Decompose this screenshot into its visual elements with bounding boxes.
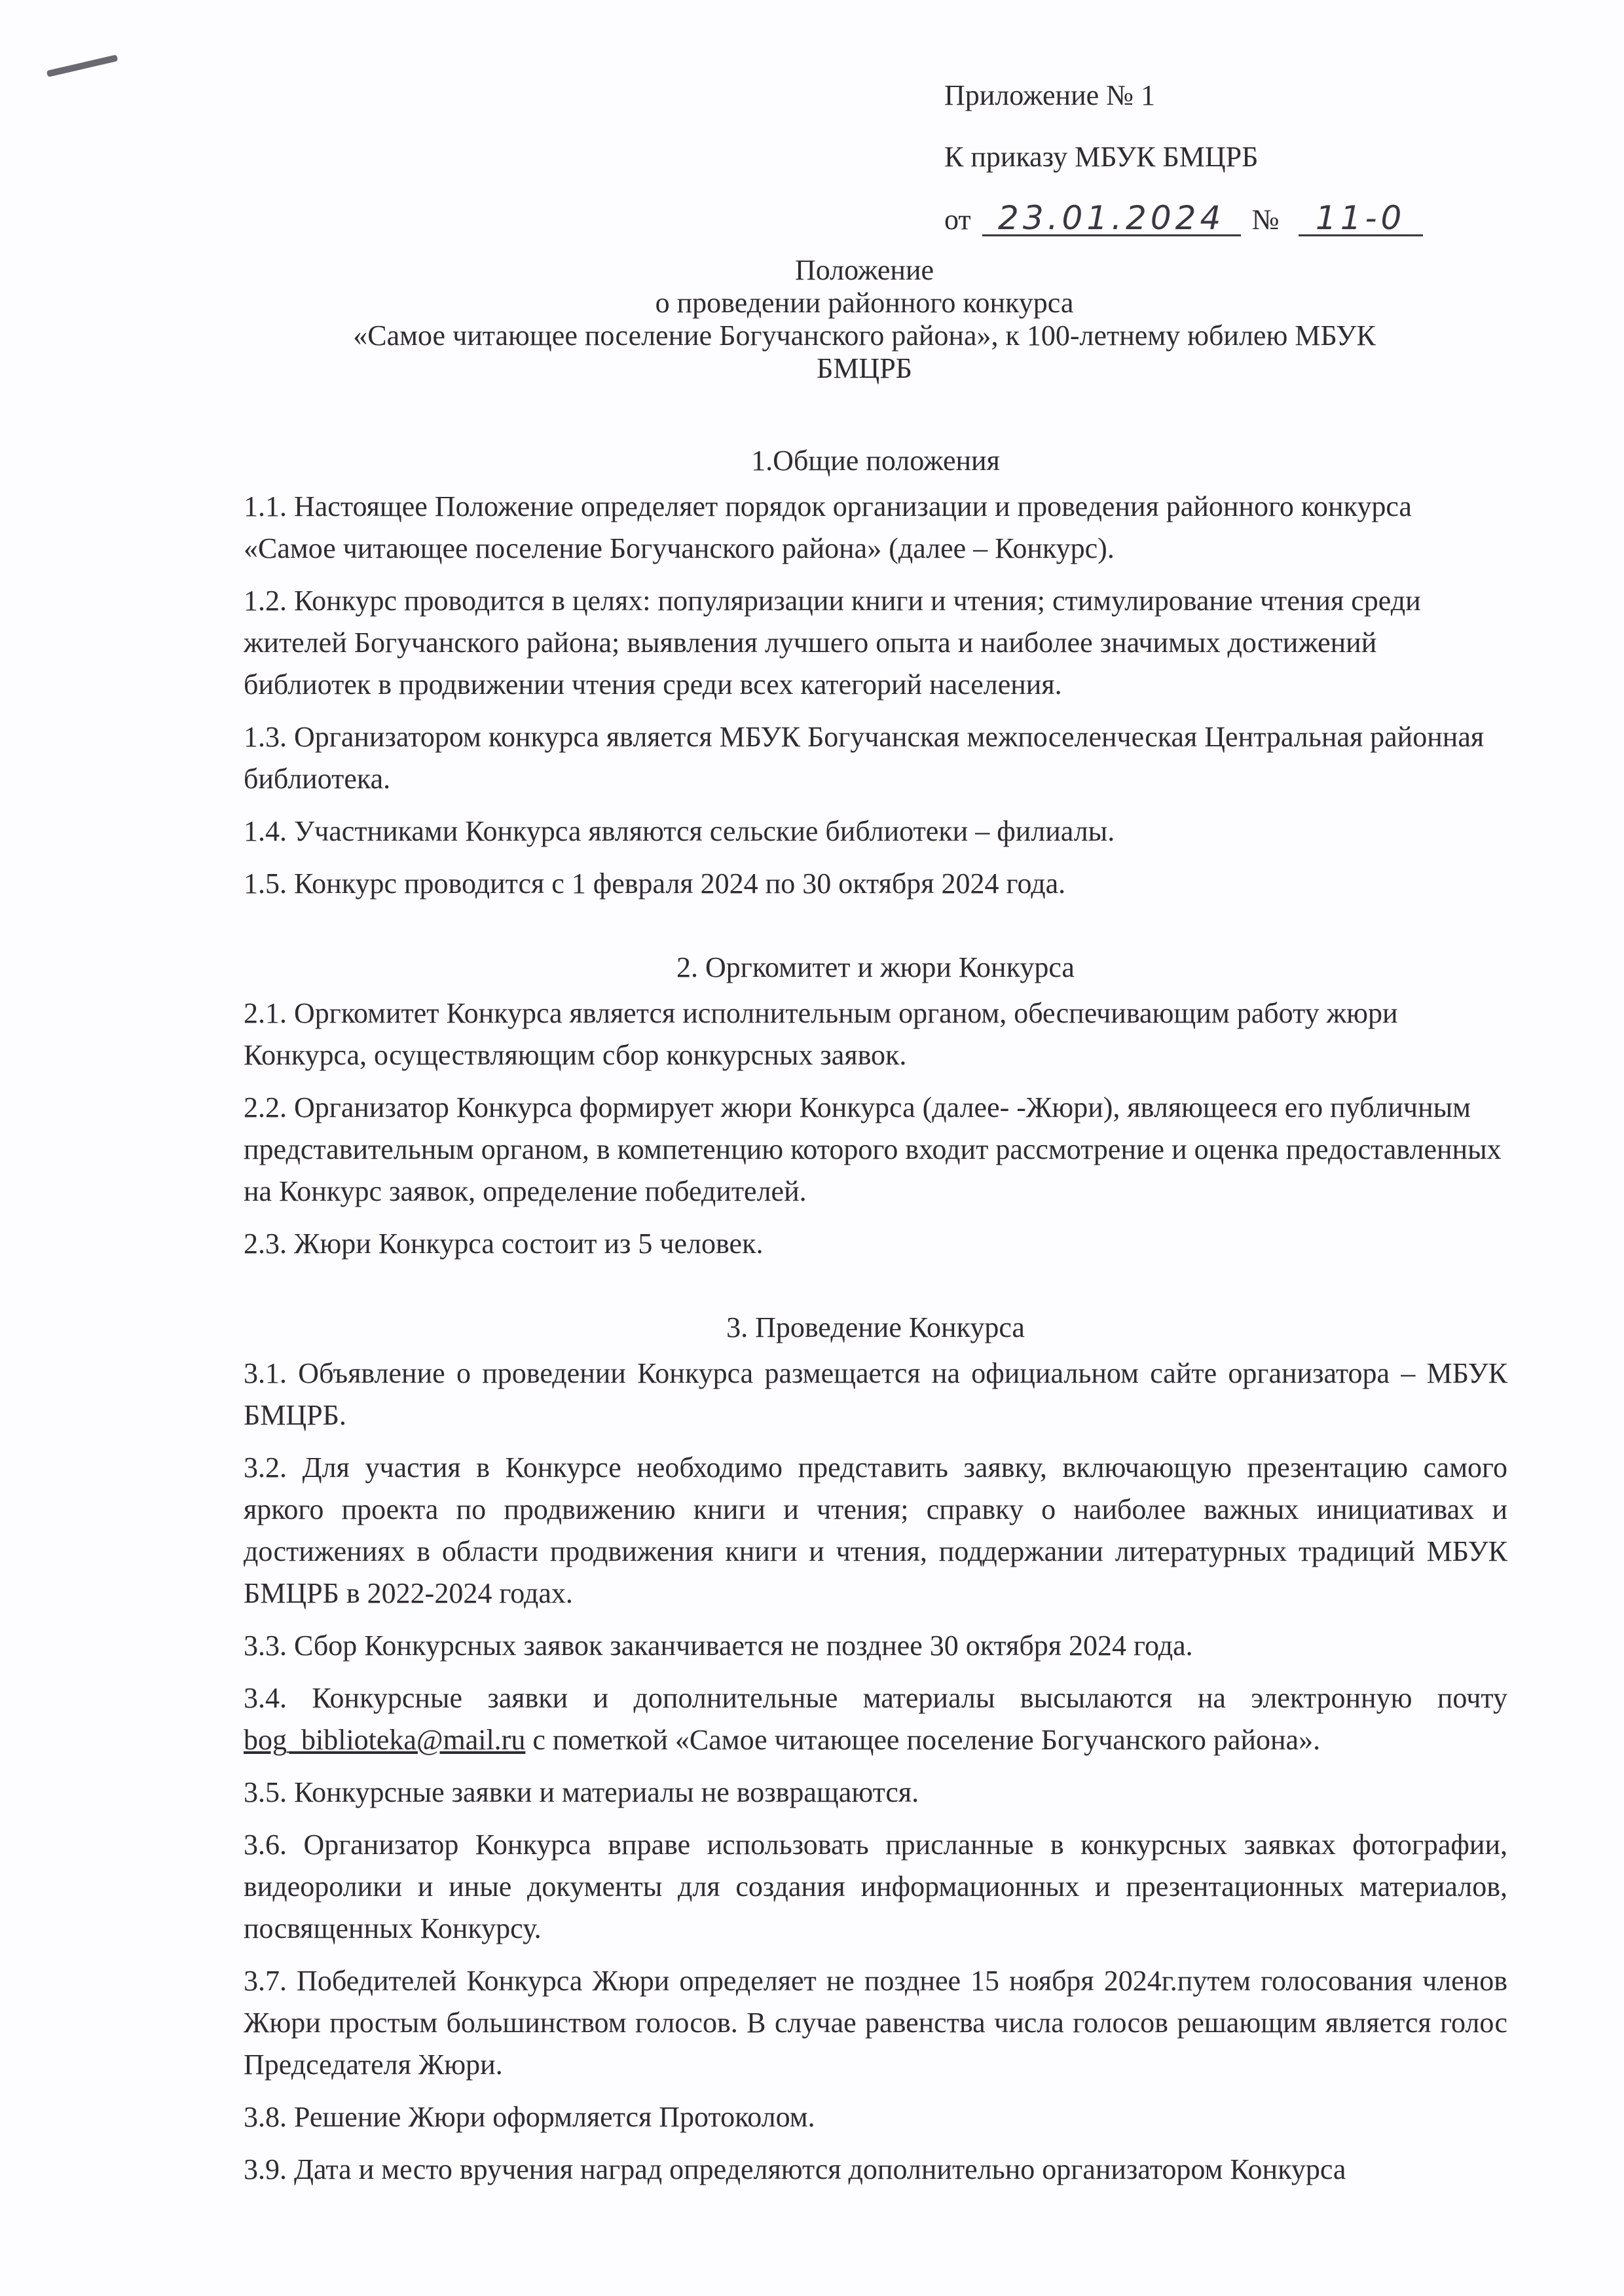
handwritten-order-number: 11-0 [1299, 202, 1423, 236]
paragraph-1-1: 1.1. Настоящее Положение определяет порядок организации и проведения районного конкурса «Самое читающее поселение Богучанского района» (далее – Конкурс). [244, 490, 1412, 564]
paragraph-1-3: 1.3. Организатором конкурса является МБУК Богучанская межпоселенческая Центральная районная библиотека. [244, 721, 1485, 795]
section-conduct [244, 1307, 1507, 2191]
paragraph-3-6: 3.6. Организатор Конкурса вправе использовать присланные в конкурсных заявках фотографии, видеоролики и иные документы для создания информационных и презентационных материалов, посвященных Конкурсу. [244, 1829, 1507, 1944]
document-header [944, 79, 1423, 264]
paragraph-3-4-tail: с пометкой «Самое читающее поселение Богучанского района». [525, 1724, 1321, 1756]
paragraph-3-1: 3.1. Объявление о проведении Конкурса размещается на официальном сайте организатора – МБУК БМЦРБ. [244, 1357, 1507, 1431]
document-title [196, 254, 1532, 385]
paragraph-3-9: 3.9. Дата и место вручения наград определяются дополнительно организатором Конкурса [244, 2153, 1346, 2185]
appendix-label: Приложение № 1 [944, 79, 1156, 111]
title-line-2: о проведении районного конкурса [655, 287, 1074, 319]
handwritten-date: 23.01.2024 [982, 202, 1241, 236]
paragraph-3-7: 3.7. Победителей Конкурса Жюри определяет не позднее 15 ноября 2024г.путем голосования членов Жюри простым большинством голосов. В случае равенства числа голосов решающим является голос Председателя Жюри. [244, 1965, 1507, 2081]
number-sign: № [1251, 204, 1280, 236]
section-committee-jury [244, 947, 1507, 1265]
paragraph-1-5: 1.5. Конкурс проводится с 1 февраля 2024 по 30 октября 2024 года. [244, 867, 1066, 900]
paragraph-1-2: 1.2. Конкурс проводится в целях: популяризации книги и чтения; стимулирование чтения среди жителей Богучанского района; выявления лучшего опыта и наиболее значимых достижений библиотек в продвижении чтения среди всех категорий населения. [244, 585, 1421, 701]
paragraph-3-5: 3.5. Конкурсные заявки и материалы не возвращаются. [244, 1776, 919, 1808]
paragraph-3-2: 3.2. Для участия в Конкурсе необходимо представить заявку, включающую презентацию самого яркого проекта по продвижению книги и чтения; справку о наиболее важных инициативах и достижениях в области продвижения книги и чтения, поддержании литературных традиций МБУК БМЦРБ в 2022-2024 годах. [244, 1451, 1507, 1609]
order-reference: К приказу МБУК БМЦРБ [944, 141, 1259, 173]
paragraph-2-1: 2.1. Оргкомитет Конкурса является исполнительным органом, обеспечивающим работу жюри Конкурса, осуществляющим сбор конкурсных заявок. [244, 997, 1398, 1071]
title-line-1: Положение [794, 254, 934, 286]
paragraph-2-2: 2.2. Организатор Конкурса формирует жюри Конкурса (далее- -Жюри), являющееся его публичным представительным органом, в компетенцию которого входит рассмотрение и оценка предоставленных на Конкурс заявок, определение победителей. [244, 1091, 1502, 1207]
paragraph-2-3: 2.3. Жюри Конкурса состоит из 5 человек. [244, 1228, 764, 1260]
document-body [244, 440, 1507, 2201]
paragraph-3-8: 3.8. Решение Жюри оформляется Протоколом. [244, 2101, 815, 2133]
paragraph-3-3: 3.3. Сбор Конкурсных заявок заканчивается не позднее 30 октября 2024 года. [244, 1630, 1193, 1662]
title-line-4: БМЦРБ [817, 352, 912, 384]
order-date-number-line [944, 199, 1423, 237]
title-line-3: «Самое читающее поселение Богучанского района», к 100-летнему юбилею МБУК [353, 319, 1376, 352]
paragraph-1-4: 1.4. Участниками Конкурса являются сельские библиотеки – филиалы. [244, 815, 1115, 847]
date-prefix: от [944, 204, 971, 236]
email-link[interactable]: bog_biblioteka@mail.ru [244, 1724, 526, 1756]
paragraph-3-4-text: 3.4. Конкурсные заявки и дополнительные материалы высылаются на электронную почту [244, 1682, 1507, 1714]
section-general [244, 440, 1507, 905]
section-title: 3. Проведение Конкурса [726, 1311, 1025, 1343]
staple-mark [46, 54, 118, 77]
section-title: 2. Оргкомитет и жюри Конкурса [676, 951, 1075, 983]
section-title: 1.Общие положения [751, 445, 1000, 477]
paragraph-3-4 [244, 1677, 1507, 1761]
